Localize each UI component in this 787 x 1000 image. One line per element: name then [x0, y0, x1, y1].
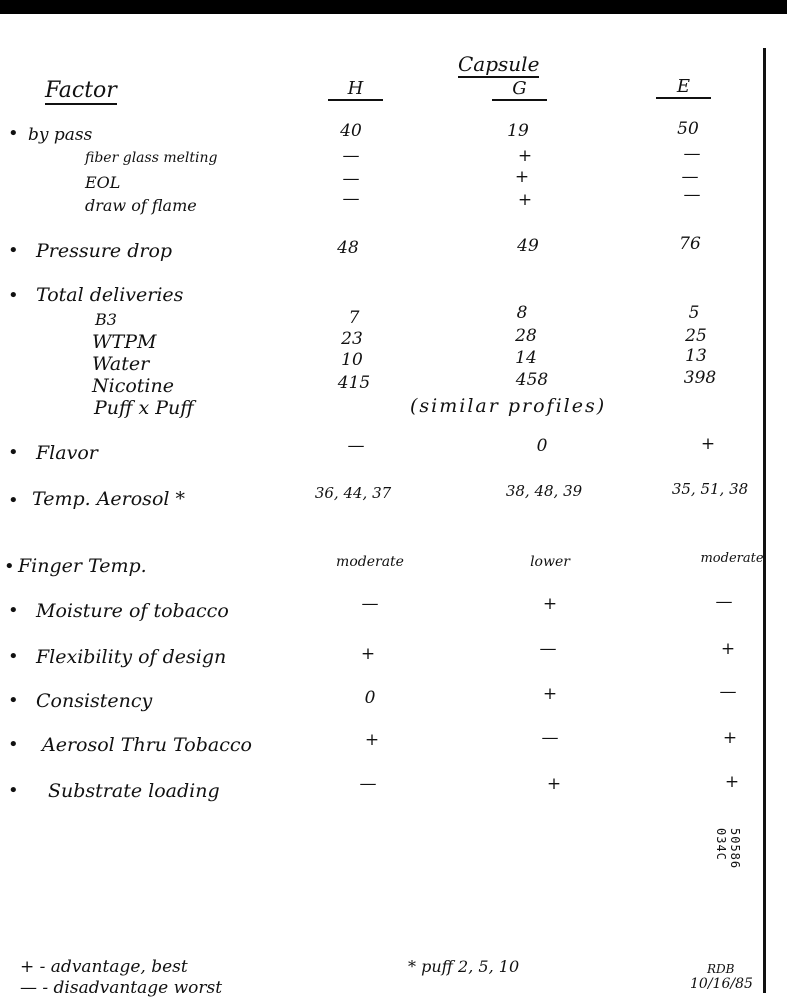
cell-temp-aerosol-h: 36, 44, 37	[314, 484, 392, 502]
cell-eol-h: —	[342, 169, 360, 189]
cell-flexibility-h: +	[360, 644, 376, 664]
cell-flavor-e: +	[700, 434, 716, 454]
bullet: •	[8, 285, 19, 306]
row-label-nicotine: Nicotine	[92, 375, 174, 397]
cell-water-e: 13	[685, 346, 707, 366]
row-label-temp-aerosol: Temp. Aerosol *	[32, 488, 185, 510]
bullet: •	[4, 556, 15, 577]
cell-consistency-g: +	[542, 684, 558, 704]
cell-finger-temp-g: lower	[530, 554, 570, 570]
cell-eol-e: —	[681, 167, 699, 187]
cell-nicotine-e: 398	[683, 368, 717, 388]
row-label-substrate: Substrate loading	[48, 780, 220, 802]
cell-temp-aerosol-g: 38, 48, 39	[505, 482, 583, 500]
row-label-eol: EOL	[85, 173, 121, 192]
cell-b3-e: 5	[688, 303, 700, 323]
cell-wtpm-h: 23	[341, 329, 363, 349]
bullet: •	[8, 442, 19, 463]
document-id: 50586 034C	[714, 828, 742, 870]
cell-aerosol-thru-h: +	[364, 730, 380, 750]
cell-flavor-g: 0	[536, 436, 548, 456]
signature-date: 10/16/85	[690, 976, 753, 992]
cell-nicotine-g: 458	[515, 370, 549, 390]
cell-wtpm-g: 28	[515, 326, 537, 346]
cell-temp-aerosol-e: 35, 51, 38	[671, 480, 749, 498]
legend-minus: — - disadvantage worst	[20, 978, 223, 998]
bullet: •	[8, 490, 19, 511]
cell-wtpm-e: 25	[685, 326, 707, 346]
cell-substrate-g: +	[546, 774, 562, 794]
cell-flame-e: —	[683, 185, 701, 205]
cell-bypass-g: 19	[507, 121, 529, 141]
bullet: •	[8, 240, 19, 261]
cell-eol-g: +	[514, 167, 530, 187]
bullet: •	[8, 600, 19, 621]
row-label-total-deliveries: Total deliveries	[36, 284, 184, 306]
right-margin-rule	[763, 48, 766, 993]
cell-flexibility-g: —	[539, 639, 557, 659]
row-label-consistency: Consistency	[36, 690, 153, 712]
row-label-wtpm: WTPM	[92, 331, 157, 353]
bullet: •	[8, 780, 19, 801]
cell-fiberglass-h: —	[342, 146, 360, 166]
legend-plus: + - advantage, best	[20, 957, 188, 977]
row-label-puff: Puff x Puff	[94, 397, 194, 419]
cell-finger-temp-e: moderate	[700, 551, 764, 566]
signature-initials: RDB	[707, 962, 735, 976]
cell-pressure-e: 76	[679, 234, 701, 254]
cell-substrate-h: —	[359, 774, 377, 794]
cell-aerosol-thru-g: —	[541, 728, 559, 748]
cell-b3-g: 8	[516, 303, 528, 323]
bullet: •	[8, 646, 19, 667]
row-label-aerosol-thru: Aerosol Thru Tobacco	[42, 734, 252, 756]
cell-fiberglass-g: +	[517, 146, 533, 166]
cell-bypass-e: 50	[677, 119, 699, 139]
cell-pressure-g: 49	[517, 236, 539, 256]
cell-finger-temp-h: moderate	[336, 554, 404, 570]
cell-water-h: 10	[341, 350, 363, 370]
cell-moisture-e: —	[715, 592, 733, 612]
cell-aerosol-thru-e: +	[722, 728, 738, 748]
cell-fiberglass-e: —	[683, 144, 701, 164]
footnote-puff: * puff 2, 5, 10	[408, 957, 520, 976]
bullet: •	[8, 123, 19, 144]
cell-substrate-e: +	[724, 772, 740, 792]
factor-header: Factor	[45, 78, 117, 103]
bullet: •	[8, 690, 19, 711]
col-header-e: E	[656, 76, 711, 99]
bullet: •	[8, 734, 19, 755]
cell-consistency-e: —	[719, 682, 737, 702]
note-similar-profiles: (similar profiles)	[410, 395, 607, 417]
cell-nicotine-h: 415	[337, 373, 371, 393]
col-header-h: H	[328, 78, 383, 101]
row-label-fiberglass: fiber glass melting	[85, 150, 218, 166]
row-label-finger-temp: Finger Temp.	[18, 555, 147, 577]
cell-pressure-h: 48	[337, 238, 359, 258]
cell-flexibility-e: +	[720, 639, 736, 659]
capsule-header: Capsule	[458, 52, 540, 76]
cell-b3-h: 7	[348, 308, 360, 328]
cell-bypass-h: 40	[340, 121, 362, 141]
col-header-g: G	[492, 78, 547, 101]
row-label-moisture: Moisture of tobacco	[36, 600, 229, 622]
row-label-pressure: Pressure drop	[36, 240, 173, 262]
cell-flame-g: +	[517, 190, 533, 210]
row-label-water: Water	[92, 353, 150, 375]
row-label-flexibility: Flexibility of design	[36, 646, 227, 668]
cell-flavor-h: —	[347, 436, 365, 456]
cell-flame-h: —	[342, 189, 360, 209]
row-label-bypass: by pass	[28, 125, 93, 145]
top-scan-border	[0, 0, 787, 14]
cell-moisture-g: +	[542, 594, 558, 614]
cell-consistency-h: 0	[364, 688, 376, 708]
cell-water-g: 14	[515, 348, 537, 368]
row-label-flavor: Flavor	[36, 442, 98, 464]
row-label-b3: B3	[95, 310, 117, 329]
cell-moisture-h: —	[361, 594, 379, 614]
row-label-flame: draw of flame	[85, 196, 197, 215]
